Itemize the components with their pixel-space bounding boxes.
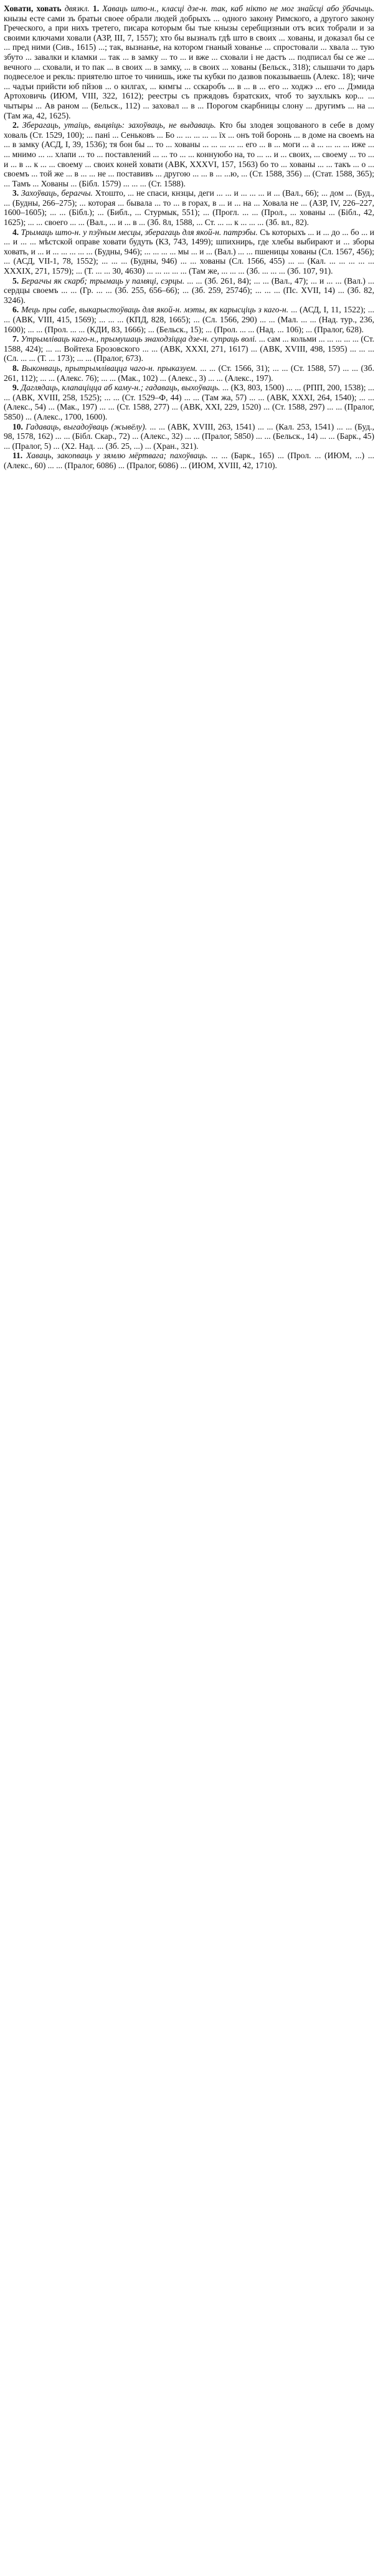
- sense-gloss: Захоўваць, берагчы.: [21, 188, 93, 198]
- sense-number: 6.: [12, 305, 19, 315]
- sense-number: 1.: [92, 4, 100, 13]
- sense-text: ... сам ... кольми ... ... ... ... ... (Ст. 1588, 424); ... ... Войтеха Брозовского ... ... (АВК, XXXI, 271, 1617) ... (АВК, XVIII, 498, 1595) ... ... ... (Сл. ... ... (Т. ... 173); ... ... (Пралог, 673).: [4, 334, 374, 363]
- sense-text: кнызы есте сами зъ братьи своее обрали людей добрыхъ ... одного закону Римского, а другого закону Греческого, а при нихъ третего, писара которым бы тые кнызы серебщизныи отъ всих тобрали и за своими ключами ховали (АЗР, III, 7, 1557); хто бы вызналъ гдѣ што в своих ... хованы, и доказал бы се ... пред ними (Сив., 1615) ...; так, вызнанье, на котором гнаный хованье ... спростовали ... хвала ... тую збуто ... завалки и кламки ... так ... в замку ... то ... и вже ... сховали і не дастъ ... подписал бы се же ... вечного ... сховали, и то пак ... в своих ... в замку, ... в своих ... хованы (Бельск., 318); слышачи то даръ подвеселое и рекль: приятелю штое то чинишь, иже ты кубки по дазвов показываешь (Алекс. 18); чиче ... чадъи прийсти юб пйзов ... о кнлгах, ... кнмгы ... сскаробъ ... в ... в ... его ... ходжэ ... его ... Дэмида Артоховичь (ИЮМ, VIII, 322, 1612); реестры съ пржядовъ бзратских, чтоб то заухлыкъ кор... ... чытыры ... Ав раном ... (Бельск., 112) ... заховал ... в ... Порогом скарбницы слону ... другимъ ... на ... (Там жа, 42, 1625).: [4, 13, 374, 120]
- sense-paragraph: [4, 305, 374, 334]
- sense-gloss: Мець пры сабе, выкарыстоўваць для якой-н. мэты, як карысціць з каго-н.: [21, 305, 289, 315]
- sense-gloss: Выконваць, прытрымлівацца чаго-н. прыказуем.: [21, 363, 197, 373]
- sense-gloss: Утрымліваць каго-н., прымушаць знаходзіцца дзе-н. супраць волі.: [21, 334, 257, 344]
- sense-number: 5.: [12, 276, 19, 286]
- sense-number: 7.: [12, 334, 19, 344]
- sense-text: Кто бы злодея зощованого в себе в дому ховаль (Ст. 1529, 100); ... пані ... Сеньковъ ... Бо ... ... ... ... ... їх ... онъ той боронь ... в доме на своемъ на ... в замку (АСД, І, 39, 1536); тя бон бы ... то ... хованы ... ... ... ... ... его ... в ... моги ... а ... ... ... ... иже ... ... мнимо ... ... хлапи ... то ... поставлений ... ... то ... ... коннуюбо на, то ... ... и ... своих, ... своему ... то ... и ... в ... к ... ... своему ... своих коней ховати (АВК, XXXVI, 157, 1563) бо то ... хованы ... ... такъ ... о ... своемъ ... той же ... в ... ... не ... поставивъ ... другою ... ... в ... ...ю, ... (Ст. 1588, 356) ... (Стат. 1588, 365); ... Тамъ ... Хованы ... (Бібл. 1579) ... ... ... (Ст. 1588).: [4, 120, 375, 188]
- sense-gloss: Даглядаць, клапаціцца аб каму-н.; гадаваць, выхоўваць.: [21, 383, 220, 393]
- sense-gloss: Хаваць, закопваць у зямлю мёртвага; пахоўваць.: [26, 451, 208, 461]
- sense-text: ... ... (Ст. 1566, 31); ... ... (Ст. 1588, 57) ... ... (Зб. 261, 112); ... ... (Алекс. 76); ... ... (Мак., 102) ... (Алекс., 3) ... ... (Алекс., 197).: [4, 363, 375, 383]
- sense-paragraph: [4, 363, 374, 383]
- sense-number: 3.: [12, 188, 19, 198]
- sense-paragraph: [4, 383, 374, 421]
- sense-paragraph: [4, 120, 374, 188]
- sense-text: ... ... (АВК, XVIII, 263, 1541) ... ... (Кал. 253, 1541) ... ... (Буд., 98, 1578, 162) ... ... (Бібл. Скар., 72) ... (Алекс., 32) ... ... (Пралог, 5850) ... ... (Бельск., 14) ... ... (Барк., 45) ... (Пралог, 5) ... (Х2. Над. ... (Зб. 25, ...) ... (Хран., 321).: [4, 421, 374, 451]
- sense-text: Хтошто, ... не спаси, кнзцы, деги ... ... и ... ... ... и ... (Вал., 66); ... дом ... (Буд., ... (Будны, 266–275); ... которая ... бывала ... то ... в горах, в ... и ... на ... Ховалa не ... (АЗР, IV, 226–227, 1600–1605); ... ... (Бібл.); ... (Библ., ... Стурмык, 551); ... (Прогл. ... ... (Прол., ... хованы ... (Бібл., 42, 1625); ... ... своего ... ... (Вал., ... и ... в ... (Зб. 8л, 1588, ... Ст. ... ... к ... ... ... (Зб. вл., 82).: [4, 188, 375, 228]
- entry-lead: [4, 4, 374, 120]
- headword: Ховати, ховать: [4, 4, 62, 13]
- sense-text: ... (АСД, І, 11, 1522); ... ... (АВК, VIII, 415, 1569); ... ... ... (КПД, 828, 1665); ... (Сл. 1566, 290) ... ... (Мал. ... ... (Над. тур., 236, 1600); ... ... (Прол. ... ... (КДИ, 83, 1666); ... (Бельск., 15); ... (Прол. ... ... (Над. ... 106); ... (Пралог, 628).: [4, 305, 375, 334]
- sense-gloss: Зберагаць, утаіць, выцвіць: захоўваць, не выдаваць.: [22, 120, 216, 130]
- sense-paragraph: [4, 334, 374, 363]
- sense-paragraph: [4, 422, 374, 451]
- grammar-label: двязкл.: [64, 4, 90, 13]
- sense-number: 2.: [12, 120, 19, 130]
- sense-gloss: Берагчы як скарб; трымаць у памяці, сэрцы.: [21, 276, 185, 286]
- sense-gloss: Гадаваць, выгадоўваць (жывёлу).: [26, 421, 148, 431]
- sense-number: 11.: [12, 451, 23, 461]
- sense-text: ... ... (Барк., 165) ... (Прол. ... (ИЮМ, ...) ... (Алекс., 60) ... ... (Пралог, 6086) ... (Пралог, 6086) ... (ИЮМ, XVIII, 42, 1710).: [4, 451, 375, 470]
- sense-gloss: Трымаць што-н. у пэўным месцы, зберагаць для якой-н. патрэбы.: [21, 227, 258, 237]
- sense-text: Съ которыхъ ... и ... до ... бо ... и ... и ... ... мѣстской оправе ховати будуть (КЗ, 743, 1499); шпихнирь, где хлебы выбирают и ... зборы ховать, и ... и ... ... ... ... ... (Будны, 946); ... ... ... ... мы ... и ... (Вал.) ... ... пшеницы хованы (Сл. 1567, 456); ... (АСД, VII-1, 78, 1552); ... ... ... (Будны, 946) ... ... хованы (Сл. 1566, 455) ... ... (Кал. ... ... ... ... ... XXXIX, 271, 1579); ... (Т. ... ... 30, 4630) ... ... ... ... ... (Там же, ... ... ... (Зб. ... ... ... (Зб. 107, 91).: [4, 227, 375, 276]
- sense-text: ... (КЗ, 803, 1500) ... ... (РПП, 200, 1538); ... ... (АВК, XVIII, 258, 1525); ... ... (Ст. 1529–Ф, 44) ... ... (Там жа, 57) ... ... (АВК, XXXI, 264, 1540); ... ... (Алекс., 54) ... (Мак., 197) ... ... (Ст. 1588, 277) ... (АВК, XXI, 229, 1520) ... (Ст. 1588, 297) ... ... (Пралог, 5850) ... (Алекс., 1700, 1600).: [4, 383, 375, 421]
- sense-paragraph: [4, 451, 374, 470]
- sense-text: ... ... (Зб. 261, 84); ... ... (Вал., 47); ... и ... ... (Вал.) ... сердцы своемъ ... ... (Гр. ... ... (Зб. 255, 656–66); ... (Зб. 259, 2574б); ... ... ... (Пс. ХVII, 14) ... (Зб. 82, 3246).: [4, 276, 374, 305]
- sense-paragraph: [4, 188, 374, 227]
- sense-number: 4.: [12, 227, 19, 237]
- dictionary-entry: [4, 4, 374, 471]
- sense-number: 9.: [12, 383, 19, 393]
- sense-gloss: Хаваць што-н., класці дзе-н. так, каб нікто не мог знайсці або ўбачыць.: [102, 4, 374, 13]
- sense-number: 8.: [12, 363, 19, 373]
- sense-paragraph: [4, 228, 374, 276]
- sense-paragraph: [4, 276, 374, 305]
- sense-number: 10.: [12, 421, 23, 431]
